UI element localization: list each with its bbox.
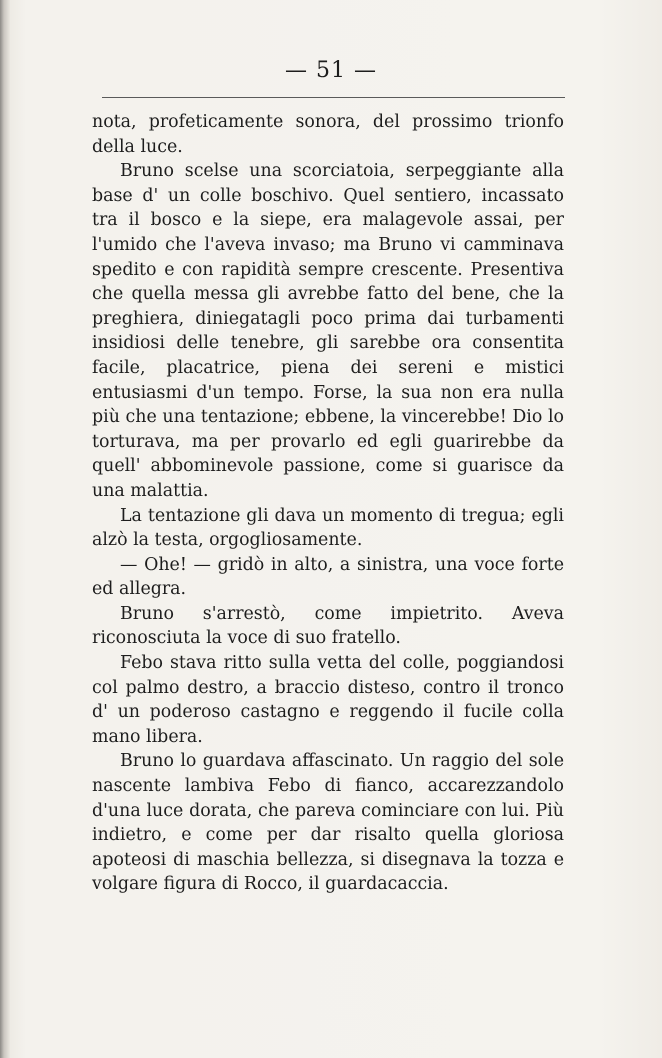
paragraph: Febo stava ritto sulla vetta del colle, poggiandosi col palmo destro, a braccio disteso, contro il tronco d' un poderoso castagno e reggendo il fucile colla mano libera. bbox=[92, 653, 564, 747]
paragraph: Bruno lo guardava affascinato. Un raggio del sole nascente lambiva Febo di fianco, accarezzandolo d'una luce dorata, che pareva cominciare con lui. Più indietro, e come per dar risalto quella gloriosa apoteosi di maschia bellezza, si disegnava la tozza e volgare figura di Rocco, il guardacaccia. bbox=[92, 751, 564, 895]
paragraph: La tentazione gli dava un momento di tregua; egli alzò la testa, orgogliosamente. bbox=[92, 505, 564, 551]
header-rule bbox=[102, 97, 565, 98]
page-number: — 51 — bbox=[285, 58, 377, 83]
paragraph: Bruno s'arrestò, come impietrito. Aveva riconosciuta la voce di suo fratello. bbox=[92, 603, 564, 649]
binding-edge bbox=[0, 0, 10, 1058]
paragraph: — Ohe! — gridò in alto, a sinistra, una voce forte ed allegra. bbox=[92, 554, 564, 600]
paragraph: Bruno scelse una scorciatoia, serpeggiante alla base d' un colle boschivo. Quel sentiero, incassato tra il bosco e la siepe, era malagevole assai, per l'umido che l'aveva invaso; ma Bruno vi camminava spedito e con rapidità sempre crescente. Presentiva che quella messa gli avrebbe fatto del bene, che la preghiera, diniegatagli poco prima dai turbamenti insidiosi delle tenebre, gli sarebbe ora consentita facile, placatrice, piena dei sereni e mistici entusiasmi d'un tempo. Forse, la sua non era nulla più che una tentazione; ebbene, la vincerebbe! Dio lo torturava, ma per provarlo ed egli guarirebbe da quell' abbominevole passione, come si guarisce da una malattia. bbox=[92, 161, 564, 501]
body-text bbox=[92, 110, 564, 897]
paragraph: nota, profeticamente sonora, del prossimo trionfo della luce. bbox=[92, 112, 564, 157]
